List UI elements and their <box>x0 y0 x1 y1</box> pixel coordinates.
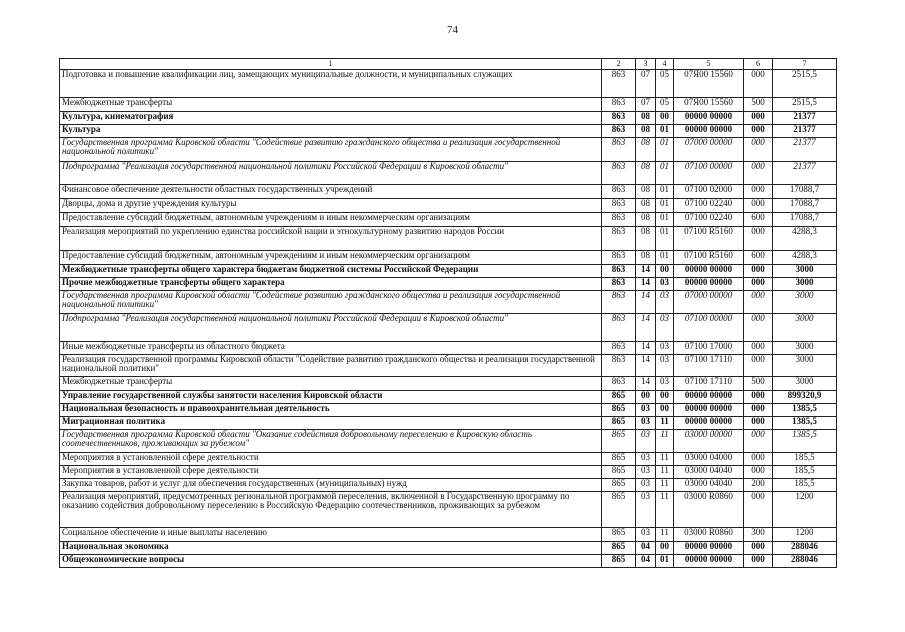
row-col-3: 08 <box>636 251 656 265</box>
table-row <box>60 265 837 278</box>
row-col-3: 08 <box>636 162 656 185</box>
page-number: 74 <box>447 24 458 36</box>
row-col-7: 288046 <box>773 555 837 568</box>
row-name: Иные межбюджетные трансферты из областного бюджета <box>60 342 602 355</box>
row-col-2: 863 <box>602 265 636 278</box>
row-name: Культура, кинематография <box>60 112 602 125</box>
row-col-3: 14 <box>636 342 656 355</box>
table-row <box>60 417 837 430</box>
row-col-7: 3000 <box>773 342 837 355</box>
table-row <box>60 453 837 466</box>
row-col-6: 300 <box>744 528 773 542</box>
row-col-5: 07100 00000 <box>674 162 744 185</box>
table-row <box>60 492 837 528</box>
row-col-6: 600 <box>744 213 773 227</box>
table-row <box>60 377 837 391</box>
row-name: Социальное обеспечение и иные выплаты населению <box>60 528 602 542</box>
row-col-3: 03 <box>636 492 656 528</box>
table-row <box>60 251 837 265</box>
row-name: Общеэкономические вопросы <box>60 555 602 568</box>
row-col-2: 865 <box>602 417 636 430</box>
row-col-5: 03000 R0860 <box>674 528 744 542</box>
row-col-5: 03000 04000 <box>674 453 744 466</box>
row-col-7: 21377 <box>773 138 837 162</box>
table-row <box>60 528 837 542</box>
row-col-5: 07100 02000 <box>674 185 744 199</box>
row-name: Реализация мероприятий по укреплению единства российской нации и этнокультурному развитию народов России <box>60 227 602 251</box>
row-col-4: 11 <box>656 453 674 466</box>
row-col-2: 863 <box>602 251 636 265</box>
row-col-3: 14 <box>636 291 656 314</box>
row-col-2: 865 <box>602 528 636 542</box>
row-col-6: 000 <box>744 417 773 430</box>
row-col-4: 03 <box>656 278 674 291</box>
table-row <box>60 355 837 377</box>
row-col-4: 01 <box>656 185 674 199</box>
row-col-3: 03 <box>636 404 656 417</box>
row-name: Управление государственной службы занятости населения Кировской области <box>60 391 602 404</box>
row-col-4: 11 <box>656 492 674 528</box>
row-col-5: 00000 00000 <box>674 404 744 417</box>
row-col-5: 07100 17000 <box>674 342 744 355</box>
row-col-5: 00000 00000 <box>674 125 744 138</box>
row-name: Культура <box>60 125 602 138</box>
row-col-3: 08 <box>636 112 656 125</box>
row-col-6: 000 <box>744 492 773 528</box>
row-col-7: 17088,7 <box>773 213 837 227</box>
row-col-2: 863 <box>602 227 636 251</box>
row-col-6: 000 <box>744 199 773 213</box>
row-col-7: 2515,5 <box>773 70 837 98</box>
row-col-3: 03 <box>636 430 656 453</box>
table-row <box>60 125 837 138</box>
row-name: Национальная экономика <box>60 542 602 555</box>
row-col-2: 863 <box>602 185 636 199</box>
header-col-7: 7 <box>773 59 837 70</box>
row-col-5: 07100 02240 <box>674 213 744 227</box>
header-row <box>60 59 837 70</box>
row-col-4: 03 <box>656 355 674 377</box>
row-col-7: 3000 <box>773 355 837 377</box>
row-col-7: 1200 <box>773 492 837 528</box>
row-col-4: 11 <box>656 430 674 453</box>
row-col-3: 03 <box>636 466 656 479</box>
row-col-4: 01 <box>656 251 674 265</box>
row-name: Прочие межбюджетные трансферты общего характера <box>60 278 602 291</box>
table-row <box>60 542 837 555</box>
row-col-6: 000 <box>744 125 773 138</box>
row-col-2: 863 <box>602 138 636 162</box>
row-col-6: 000 <box>744 314 773 342</box>
row-col-7: 21377 <box>773 162 837 185</box>
row-col-3: 08 <box>636 138 656 162</box>
row-col-2: 865 <box>602 453 636 466</box>
row-col-7: 17088,7 <box>773 199 837 213</box>
table-row <box>60 555 837 568</box>
row-col-3: 03 <box>636 453 656 466</box>
row-col-2: 863 <box>602 291 636 314</box>
row-col-4: 03 <box>656 377 674 391</box>
row-col-7: 185,5 <box>773 479 837 492</box>
table-row <box>60 213 837 227</box>
row-col-4: 03 <box>656 342 674 355</box>
row-col-6: 000 <box>744 453 773 466</box>
row-col-4: 11 <box>656 528 674 542</box>
row-name: Дворцы, дома и другие учреждения культуры <box>60 199 602 213</box>
row-col-2: 865 <box>602 404 636 417</box>
row-col-4: 01 <box>656 199 674 213</box>
row-col-4: 01 <box>656 555 674 568</box>
row-col-4: 01 <box>656 227 674 251</box>
table-row <box>60 162 837 185</box>
row-name: Мероприятия в установленной сфере деятельности <box>60 453 602 466</box>
row-name: Национальная безопасность и правоохранительная деятельность <box>60 404 602 417</box>
table-row <box>60 391 837 404</box>
row-col-5: 07100 17110 <box>674 377 744 391</box>
table-row <box>60 291 837 314</box>
row-col-4: 01 <box>656 213 674 227</box>
row-col-3: 00 <box>636 391 656 404</box>
row-col-7: 1385,5 <box>773 430 837 453</box>
row-col-4: 00 <box>656 404 674 417</box>
row-col-5: 03000 04040 <box>674 479 744 492</box>
row-col-7: 899320,9 <box>773 391 837 404</box>
row-col-5: 00000 00000 <box>674 417 744 430</box>
row-col-4: 03 <box>656 314 674 342</box>
row-col-6: 000 <box>744 112 773 125</box>
table-row <box>60 430 837 453</box>
table-row <box>60 199 837 213</box>
row-name: Реализация мероприятий, предусмотренных региональной программой переселения, включенной в Государственную программу по оказанию содействия добровольному переселению в Российскую Федерацию соотечественников, проживающих за рубежом <box>60 492 602 528</box>
row-col-6: 000 <box>744 342 773 355</box>
row-name: Мероприятия в установленной сфере деятельности <box>60 466 602 479</box>
row-col-3: 08 <box>636 227 656 251</box>
row-col-6: 000 <box>744 466 773 479</box>
table-row <box>60 112 837 125</box>
row-col-3: 03 <box>636 417 656 430</box>
row-col-2: 863 <box>602 98 636 112</box>
row-col-6: 000 <box>744 291 773 314</box>
row-col-5: 00000 00000 <box>674 542 744 555</box>
row-col-4: 11 <box>656 466 674 479</box>
table-row <box>60 342 837 355</box>
header-col-1: 1 <box>60 59 602 70</box>
row-col-5: 07100 00000 <box>674 314 744 342</box>
row-name: Государственная программа Кировской области "Содействие развитию гражданского общества и реализация государственной национальной политики" <box>60 138 602 162</box>
row-col-4: 00 <box>656 542 674 555</box>
row-col-4: 00 <box>656 112 674 125</box>
row-col-6: 000 <box>744 430 773 453</box>
row-col-5: 07000 00000 <box>674 291 744 314</box>
row-name: Предоставление субсидий бюджетным, автономным учреждениям и иным некоммерческим организациям <box>60 213 602 227</box>
table-row <box>60 227 837 251</box>
row-col-2: 863 <box>602 199 636 213</box>
table-row <box>60 479 837 492</box>
row-col-7: 185,5 <box>773 453 837 466</box>
row-col-5: 03000 04040 <box>674 466 744 479</box>
row-col-2: 863 <box>602 377 636 391</box>
row-col-5: 07Я00 15560 <box>674 70 744 98</box>
row-col-2: 865 <box>602 555 636 568</box>
row-col-3: 04 <box>636 555 656 568</box>
row-col-7: 288046 <box>773 542 837 555</box>
row-col-4: 01 <box>656 138 674 162</box>
row-col-7: 3000 <box>773 377 837 391</box>
row-name: Межбюджетные трансферты общего характера бюджетам бюджетной системы Российской Федерации <box>60 265 602 278</box>
row-col-4: 03 <box>656 291 674 314</box>
row-col-7: 4288,3 <box>773 251 837 265</box>
table-row <box>60 70 837 98</box>
row-name: Реализация государственной программы Кировской области "Содействие развитию гражданского общества и реализация государственной национальной политики" <box>60 355 602 377</box>
row-col-4: 11 <box>656 417 674 430</box>
row-col-3: 03 <box>636 479 656 492</box>
row-col-2: 863 <box>602 342 636 355</box>
table-row <box>60 466 837 479</box>
row-col-4: 11 <box>656 479 674 492</box>
row-col-5: 07100 02240 <box>674 199 744 213</box>
row-col-5: 00000 00000 <box>674 278 744 291</box>
row-name: Подготовка и повышение квалификации лиц, замещающих муниципальные должности, и муниципальных служащих <box>60 70 602 98</box>
row-col-3: 08 <box>636 125 656 138</box>
table-body <box>60 70 837 568</box>
table-row <box>60 98 837 112</box>
header-col-2: 2 <box>602 59 636 70</box>
row-col-7: 3000 <box>773 278 837 291</box>
row-col-3: 14 <box>636 377 656 391</box>
row-col-2: 865 <box>602 391 636 404</box>
row-col-3: 14 <box>636 278 656 291</box>
row-col-5: 07100 R5160 <box>674 251 744 265</box>
row-col-6: 000 <box>744 355 773 377</box>
row-col-5: 07000 00000 <box>674 138 744 162</box>
row-name: Предоставление субсидий бюджетным, автономным учреждениям и иным некоммерческим организациям <box>60 251 602 265</box>
row-col-6: 000 <box>744 278 773 291</box>
row-col-2: 865 <box>602 492 636 528</box>
row-col-6: 200 <box>744 479 773 492</box>
row-col-2: 863 <box>602 355 636 377</box>
row-col-6: 000 <box>744 542 773 555</box>
row-col-3: 14 <box>636 314 656 342</box>
row-name: Закупка товаров, работ и услуг для обеспечения государственных (муниципальных) нужд <box>60 479 602 492</box>
header-col-6: 6 <box>744 59 773 70</box>
row-col-3: 08 <box>636 213 656 227</box>
row-col-2: 865 <box>602 542 636 555</box>
row-col-2: 865 <box>602 479 636 492</box>
row-name: Государственная программа Кировской области "Содействие развитию гражданского общества и реализация государственной национальной политики" <box>60 291 602 314</box>
row-col-7: 17088,7 <box>773 185 837 199</box>
row-col-7: 21377 <box>773 112 837 125</box>
row-col-4: 01 <box>656 162 674 185</box>
row-col-3: 04 <box>636 542 656 555</box>
row-col-6: 600 <box>744 251 773 265</box>
row-col-6: 000 <box>744 555 773 568</box>
row-col-7: 1200 <box>773 528 837 542</box>
row-col-2: 863 <box>602 213 636 227</box>
row-col-5: 03000 R0860 <box>674 492 744 528</box>
row-col-3: 07 <box>636 70 656 98</box>
row-col-4: 01 <box>656 125 674 138</box>
budget-table <box>59 58 837 568</box>
row-col-3: 14 <box>636 265 656 278</box>
row-col-2: 863 <box>602 112 636 125</box>
row-col-5: 07Я00 15560 <box>674 98 744 112</box>
row-col-4: 00 <box>656 391 674 404</box>
row-col-2: 865 <box>602 466 636 479</box>
row-name: Государственная программа Кировской области "Оказание содействия добровольному переселению в Кировскую область соотечественников, проживающих за рубежом" <box>60 430 602 453</box>
row-col-6: 000 <box>744 138 773 162</box>
table-row <box>60 278 837 291</box>
row-name: Подпрограмма "Реализация государственной национальной политики Российской Федерации в Кировской области" <box>60 314 602 342</box>
row-name: Миграционная политика <box>60 417 602 430</box>
row-col-7: 3000 <box>773 265 837 278</box>
row-col-6: 000 <box>744 404 773 417</box>
header-col-4: 4 <box>656 59 674 70</box>
table-row <box>60 185 837 199</box>
row-name: Подпрограмма "Реализация государственной национальной политики Российской Федерации в Кировской области" <box>60 162 602 185</box>
row-col-6: 000 <box>744 227 773 251</box>
row-col-6: 000 <box>744 185 773 199</box>
header-col-3: 3 <box>636 59 656 70</box>
row-col-3: 07 <box>636 98 656 112</box>
row-name: Межбюджетные трансферты <box>60 98 602 112</box>
table-row <box>60 314 837 342</box>
row-col-2: 863 <box>602 125 636 138</box>
row-col-5: 03000 00000 <box>674 430 744 453</box>
row-col-7: 21377 <box>773 125 837 138</box>
row-col-6: 000 <box>744 391 773 404</box>
row-col-2: 863 <box>602 162 636 185</box>
row-col-7: 2515,5 <box>773 98 837 112</box>
row-col-5: 00000 00000 <box>674 112 744 125</box>
row-col-2: 863 <box>602 314 636 342</box>
row-col-5: 00000 00000 <box>674 265 744 278</box>
row-col-3: 14 <box>636 355 656 377</box>
row-col-5: 00000 00000 <box>674 391 744 404</box>
row-col-7: 185,5 <box>773 466 837 479</box>
row-col-6: 500 <box>744 377 773 391</box>
table-row <box>60 404 837 417</box>
row-col-2: 863 <box>602 278 636 291</box>
row-col-3: 08 <box>636 199 656 213</box>
row-col-6: 500 <box>744 98 773 112</box>
row-col-7: 3000 <box>773 291 837 314</box>
row-col-5: 07100 17110 <box>674 355 744 377</box>
row-col-5: 07100 R5160 <box>674 227 744 251</box>
table-row <box>60 138 837 162</box>
row-name: Межбюджетные трансферты <box>60 377 602 391</box>
row-col-7: 1385,5 <box>773 417 837 430</box>
row-col-4: 05 <box>656 98 674 112</box>
row-col-3: 08 <box>636 185 656 199</box>
row-name: Финансовое обеспечение деятельности областных государственных учреждений <box>60 185 602 199</box>
row-col-7: 3000 <box>773 314 837 342</box>
row-col-5: 00000 00000 <box>674 555 744 568</box>
row-col-3: 03 <box>636 528 656 542</box>
row-col-2: 863 <box>602 70 636 98</box>
row-col-6: 000 <box>744 265 773 278</box>
row-col-7: 4288,3 <box>773 227 837 251</box>
row-col-4: 05 <box>656 70 674 98</box>
row-col-6: 000 <box>744 70 773 98</box>
row-col-4: 00 <box>656 265 674 278</box>
row-col-7: 1385,5 <box>773 404 837 417</box>
row-col-2: 865 <box>602 430 636 453</box>
row-col-6: 000 <box>744 162 773 185</box>
header-col-5: 5 <box>674 59 744 70</box>
